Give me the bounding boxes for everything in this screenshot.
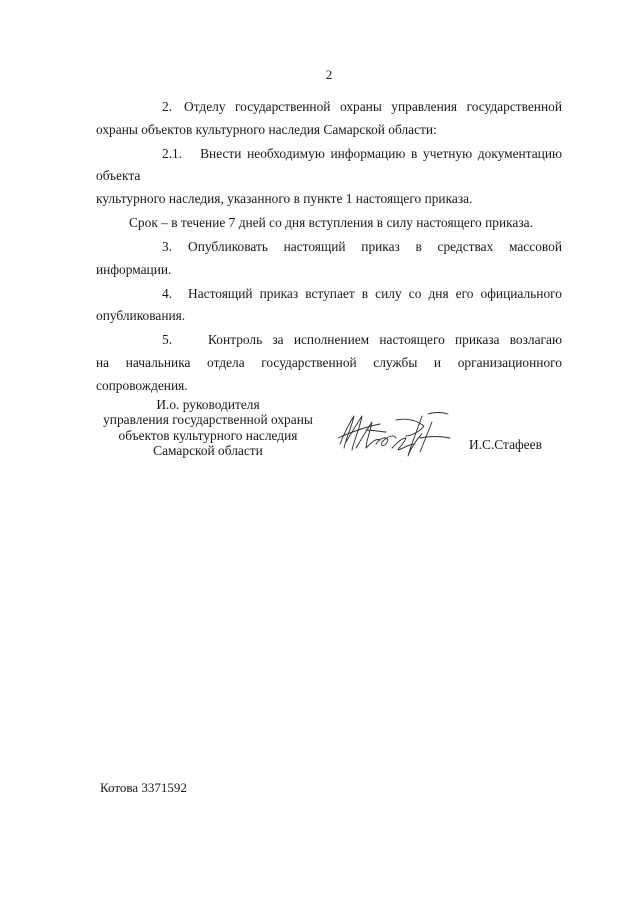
paragraph-text: опубликования. bbox=[96, 308, 186, 324]
signatory-title-line: управления государственной охраны bbox=[103, 412, 313, 428]
paragraph-2-continuation bbox=[96, 119, 562, 142]
paragraph-text: сопровождения. bbox=[96, 377, 188, 393]
handwritten-signature bbox=[336, 408, 466, 460]
paragraph-text: Срок – в течение 7 дней со дня вступления в силу настоящего приказа. bbox=[129, 214, 533, 230]
paragraph-5-continuation bbox=[96, 352, 562, 375]
page-number: 2 bbox=[325, 67, 333, 82]
paragraph-3 bbox=[96, 236, 562, 281]
paragraph-number: 2. bbox=[162, 99, 173, 114]
order-body bbox=[96, 96, 562, 399]
paragraph-5 bbox=[96, 329, 562, 352]
paragraph-2-1 bbox=[96, 143, 562, 188]
executor-note: Котова 3371592 bbox=[100, 780, 187, 795]
paragraph-text: Настоящий приказ вступает в силу со дня его официального bbox=[188, 285, 562, 301]
paragraph-text: Контроль за исполнением настоящего приказа возлагаю bbox=[208, 332, 562, 348]
signatory-title bbox=[92, 397, 324, 459]
paragraph-4-continuation bbox=[96, 305, 562, 328]
paragraph-text: культурного наследия, указанного в пункте 1 настоящего приказа. bbox=[96, 190, 473, 206]
paragraph-number: 5. bbox=[162, 332, 173, 348]
signatory-name: И.С.Стафеев bbox=[469, 437, 542, 452]
paragraph-text: Отделу государственной охраны управления государственной bbox=[184, 99, 562, 114]
paragraph-5-continuation-2 bbox=[96, 375, 562, 398]
signatory-title-line: объектов культурного наследия bbox=[118, 427, 298, 443]
paragraph-number: 2.1. bbox=[162, 145, 183, 161]
paragraph-2-1-continuation bbox=[96, 188, 562, 211]
paragraph-text: на начальника отдела государственной службы и организационного bbox=[96, 355, 562, 371]
paragraph-4 bbox=[96, 283, 562, 306]
paragraph-2 bbox=[96, 96, 562, 119]
paragraph-text: Внести необходимую информацию в учетную документацию объекта bbox=[96, 145, 562, 184]
paragraph-text: охраны объектов культурного наследия Самарской области: bbox=[96, 121, 437, 137]
deadline-paragraph bbox=[96, 212, 562, 235]
paragraph-number: 4. bbox=[162, 285, 173, 301]
signatory-title-line: И.о. руководителя bbox=[156, 397, 260, 412]
signatory-title-line: Самарской области bbox=[153, 443, 263, 459]
paragraph-text: Опубликовать настоящий приказ в средствах массовой информации. bbox=[96, 239, 562, 277]
paragraph-number: 3. bbox=[162, 239, 173, 255]
